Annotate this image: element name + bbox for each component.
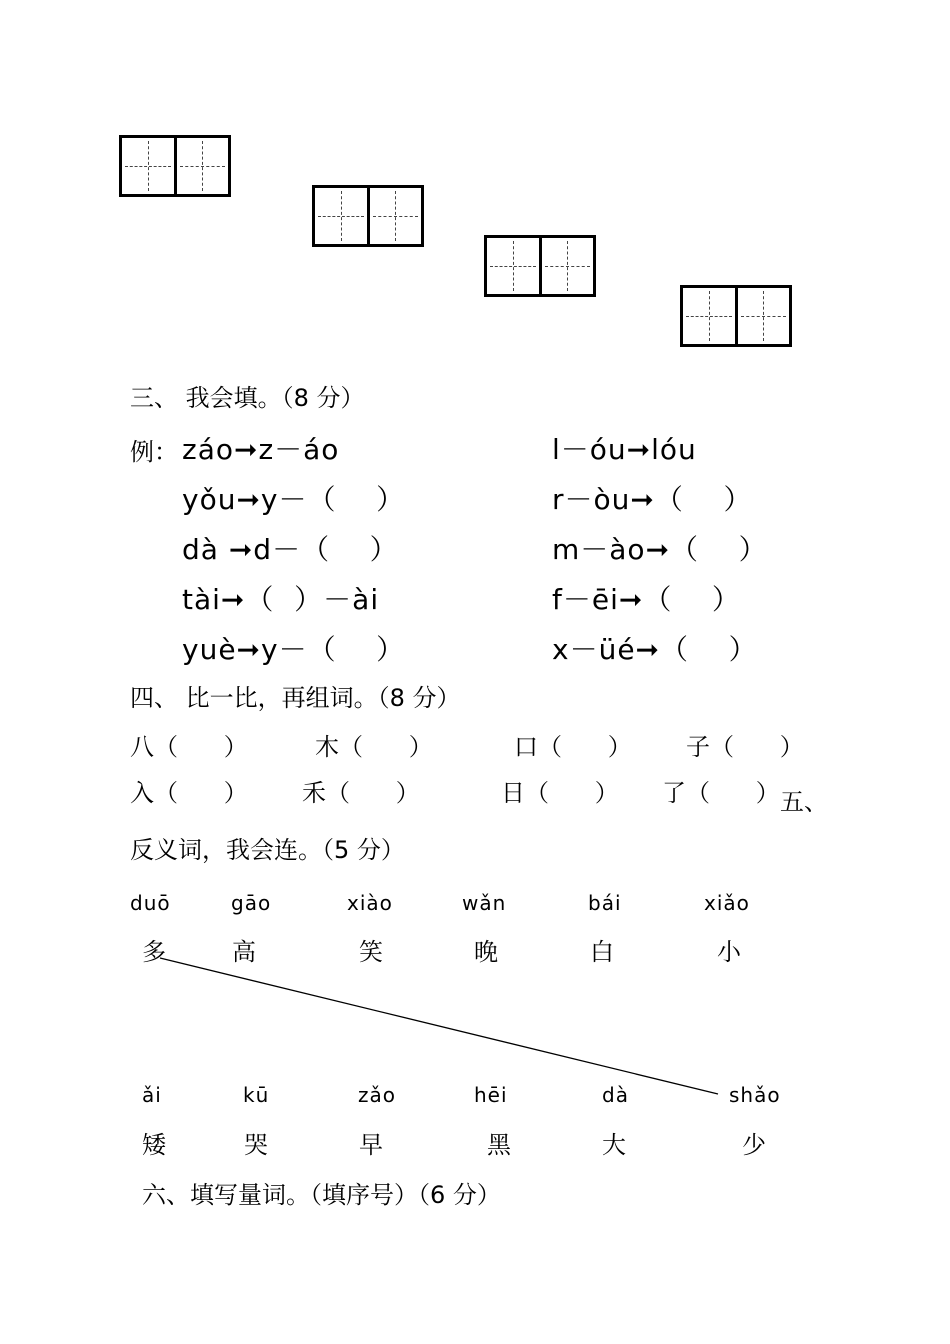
top-char[interactable]: 高 — [232, 938, 256, 966]
top-char[interactable]: 笑 — [359, 938, 383, 966]
compare-item[interactable]: 八（ ） — [130, 733, 248, 761]
bottom-pinyin: dà — [602, 1083, 629, 1107]
compare-item[interactable]: 子（ ） — [686, 733, 804, 761]
compare-item[interactable]: 入（ ） — [130, 779, 248, 807]
top-pinyin: xiǎo — [704, 891, 750, 915]
bottom-char[interactable]: 大 — [602, 1131, 626, 1159]
fill-row-1-right[interactable]: r－òu➞（ ） — [552, 483, 753, 516]
compare-item[interactable]: 了（ ） — [662, 779, 780, 807]
bottom-char[interactable]: 少 — [742, 1131, 766, 1159]
top-char[interactable]: 晚 — [474, 938, 498, 966]
fill-row-3-right[interactable]: f－ēi➞（ ） — [552, 583, 741, 616]
bottom-pinyin: ǎi — [142, 1083, 162, 1107]
example-left: záo➞z－áo — [182, 433, 340, 466]
top-pinyin: duō — [130, 891, 171, 915]
fill-row-2-right[interactable]: m－ào➞（ ） — [552, 533, 768, 566]
top-pinyin: xiào — [347, 891, 393, 915]
bottom-char[interactable]: 黑 — [487, 1131, 511, 1159]
compare-item[interactable]: 木（ ） — [315, 733, 433, 761]
compare-item[interactable]: 口（ ） — [514, 733, 632, 761]
bottom-char[interactable]: 哭 — [244, 1131, 268, 1159]
top-pinyin: gāo — [231, 891, 272, 915]
bottom-pinyin: kū — [243, 1083, 270, 1107]
bottom-pinyin: hēi — [474, 1083, 508, 1107]
compare-item[interactable]: 禾（ ） — [302, 779, 420, 807]
top-char[interactable]: 白 — [590, 938, 614, 966]
top-char[interactable]: 多 — [142, 938, 166, 966]
fill-row-4-left[interactable]: yuè➞y－（ ） — [182, 633, 406, 666]
top-char[interactable]: 小 — [717, 938, 741, 966]
top-pinyin: wǎn — [462, 891, 507, 915]
connect-line — [160, 958, 718, 1094]
fill-row-3-left[interactable]: tài➞（ ）－ài — [182, 583, 380, 616]
example-label: 例： — [130, 438, 178, 466]
section-5-title: 反义词，我会连。（5 分） — [130, 836, 405, 864]
bottom-char[interactable]: 早 — [359, 1131, 383, 1159]
section-3-title: 三、 我会填。（8 分） — [130, 384, 365, 412]
section-4-title: 四、 比一比，再组词。（8 分） — [130, 684, 461, 712]
section-6-title: 六、填写量词。（填序号）（6 分） — [142, 1181, 501, 1209]
bottom-pinyin: zǎo — [358, 1083, 396, 1107]
bottom-pinyin: shǎo — [729, 1083, 781, 1107]
bottom-char[interactable]: 矮 — [142, 1131, 166, 1159]
fill-row-2-left[interactable]: dà ➞d－（ ） — [182, 533, 399, 566]
fill-row-1-left[interactable]: yǒu➞y－（ ） — [182, 483, 406, 516]
compare-item[interactable]: 日（ ） — [501, 779, 619, 807]
top-pinyin: bái — [588, 891, 622, 915]
fill-row-4-right[interactable]: x－üé➞（ ） — [552, 633, 758, 666]
section-5-title-start: 五、 — [780, 788, 828, 816]
example-right: l－óu➞lóu — [552, 433, 697, 466]
